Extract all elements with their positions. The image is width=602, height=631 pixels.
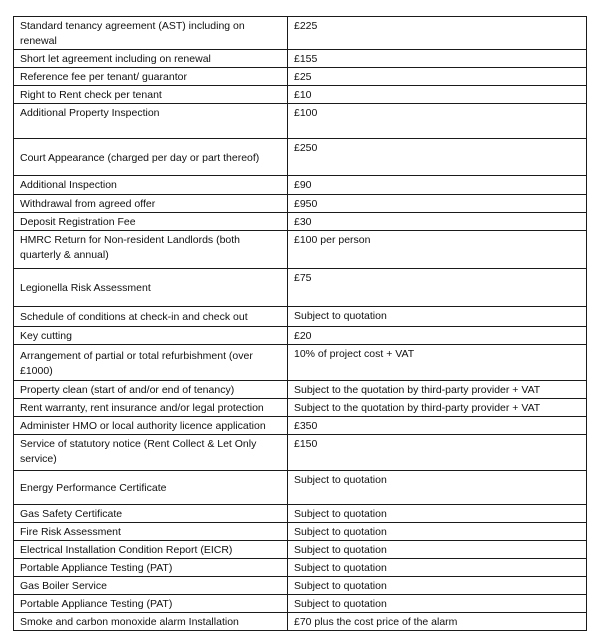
service-cell: Schedule of conditions at check-in and check out [14,307,288,327]
table-row [14,327,587,345]
service-cell: Withdrawal from agreed offer [14,195,288,213]
fee-table-body [14,17,587,631]
service-cell: Rent warranty, rent insurance and/or legal protection [14,399,288,417]
service-cell: Administer HMO or local authority licence application [14,417,288,435]
service-cell: Arrangement of partial or total refurbishment (over £1000) [14,345,288,381]
table-row [14,269,587,307]
price-cell: Subject to quotation [288,595,587,613]
table-row [14,86,587,104]
table-row [14,435,587,471]
table-row [14,417,587,435]
price-cell: £100 per person [288,231,587,269]
service-cell: Gas Boiler Service [14,577,288,595]
table-row [14,213,587,231]
price-cell: Subject to quotation [288,577,587,595]
table-row [14,50,587,68]
price-cell: Subject to the quotation by third-party provider + VAT [288,381,587,399]
fee-schedule-table [13,16,587,631]
table-row [14,381,587,399]
service-cell: Service of statutory notice (Rent Collect & Let Only service) [14,435,288,471]
price-cell: Subject to quotation [288,559,587,577]
price-cell: £150 [288,435,587,471]
price-cell: £250 [288,139,587,176]
service-cell: Standard tenancy agreement (AST) including on renewal [14,17,288,50]
service-cell: Electrical Installation Condition Report (EICR) [14,541,288,559]
price-cell: £30 [288,213,587,231]
price-cell: £950 [288,195,587,213]
service-cell: Smoke and carbon monoxide alarm Installation [14,613,288,631]
price-cell: £155 [288,50,587,68]
price-cell: £225 [288,17,587,50]
table-row [14,195,587,213]
service-cell: Deposit Registration Fee [14,213,288,231]
price-cell: £100 [288,104,587,139]
service-cell: Short let agreement including on renewal [14,50,288,68]
service-cell: Fire Risk Assessment [14,523,288,541]
price-cell: Subject to quotation [288,307,587,327]
price-cell: Subject to quotation [288,505,587,523]
table-row [14,176,587,195]
price-cell: £25 [288,68,587,86]
table-row [14,595,587,613]
service-cell: Additional Property Inspection [14,104,288,139]
price-cell: £90 [288,176,587,195]
service-cell: Reference fee per tenant/ guarantor [14,68,288,86]
price-cell: Subject to the quotation by third-party provider + VAT [288,399,587,417]
service-cell: Energy Performance Certificate [14,471,288,505]
table-row [14,104,587,139]
service-cell: Additional Inspection [14,176,288,195]
price-cell: Subject to quotation [288,541,587,559]
price-cell: Subject to quotation [288,471,587,505]
table-row [14,577,587,595]
table-row [14,139,587,176]
table-row [14,231,587,269]
service-cell: Portable Appliance Testing (PAT) [14,595,288,613]
price-cell: £350 [288,417,587,435]
price-cell: £70 plus the cost price of the alarm [288,613,587,631]
table-row [14,523,587,541]
price-cell: £75 [288,269,587,307]
table-row [14,399,587,417]
table-row [14,17,587,50]
table-row [14,471,587,505]
table-row [14,505,587,523]
service-cell: Key cutting [14,327,288,345]
service-cell: Property clean (start of and/or end of tenancy) [14,381,288,399]
table-row [14,541,587,559]
price-cell: Subject to quotation [288,523,587,541]
table-row [14,345,587,381]
price-cell: £10 [288,86,587,104]
service-cell: Gas Safety Certificate [14,505,288,523]
price-cell: £20 [288,327,587,345]
table-row [14,68,587,86]
service-cell: Right to Rent check per tenant [14,86,288,104]
service-cell: Portable Appliance Testing (PAT) [14,559,288,577]
table-row [14,559,587,577]
table-row [14,307,587,327]
service-cell: Legionella Risk Assessment [14,269,288,307]
service-cell: HMRC Return for Non-resident Landlords (both quarterly & annual) [14,231,288,269]
price-cell: 10% of project cost + VAT [288,345,587,381]
service-cell: Court Appearance (charged per day or part thereof) [14,139,288,176]
